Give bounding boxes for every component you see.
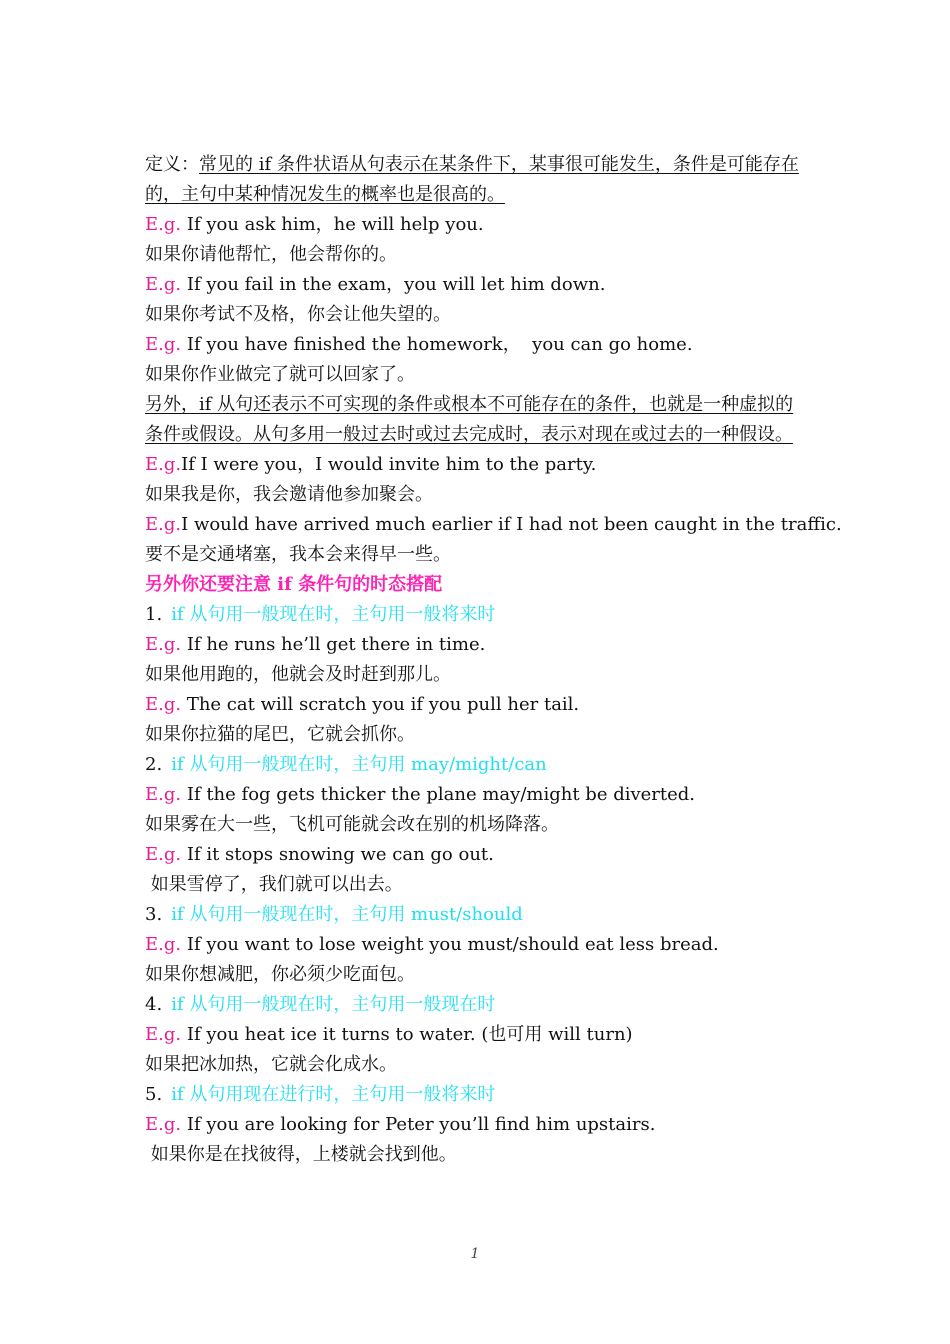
eg-label: E.g.	[145, 784, 182, 805]
example-english: If I were you，I would invite him to the party.	[181, 454, 597, 475]
example-line	[145, 1110, 810, 1140]
example-line	[145, 510, 842, 540]
example-chinese: 如果雪停了，我们就可以出去。	[145, 874, 403, 895]
example-english: If the fog gets thicker the plane may/might be diverted.	[181, 784, 696, 805]
rule-title	[145, 600, 810, 630]
rule-text: if 从句用一般现在时，主句用 may/might/can	[171, 754, 547, 775]
rule-title	[145, 900, 810, 930]
subjunctive-text: 另外，if 从句还表示不可实现的条件或根本不可能存在的条件，也就是一种虚拟的条件或假设。从句多用一般过去时或过去完成时，表示对现在或过去的一种假设。	[145, 394, 794, 445]
example-chinese: 如果你请他帮忙，他会帮你的。	[145, 244, 397, 265]
example-english: If you are looking for Peter you’ll find him upstairs.	[181, 1114, 656, 1135]
rule-text: if 从句用一般现在时，主句用 must/should	[171, 904, 523, 925]
example-chinese: 如果你作业做完了就可以回家了。	[145, 364, 415, 385]
rule-number: 2.	[145, 754, 163, 775]
definition-text: 常见的 if 条件状语从句表示在某条件下，某事很可能发生，条件是可能存在的，主句中某种情况发生的概率也是很高的。	[145, 154, 799, 205]
example-english: If he runs he’ll get there in time.	[181, 634, 486, 655]
rule-text: if 从句用一般现在时，主句用一般现在时	[171, 994, 496, 1015]
example-english: If it stops snowing we can go out.	[181, 844, 494, 865]
example-english: I would have arrived much earlier if I had not been caught in the traffic.	[181, 514, 842, 535]
example-english: If you have finished the homework， you can go home.	[181, 334, 693, 355]
example-line	[145, 450, 810, 480]
rule-number: 3.	[145, 904, 163, 925]
tense-heading: 另外你还要注意 if 条件句的时态搭配	[145, 574, 443, 595]
subjunctive-paragraph	[145, 390, 810, 450]
example-line	[145, 630, 810, 660]
example-chinese: 如果雾在大一些，飞机可能就会改在别的机场降落。	[145, 814, 559, 835]
rule-text: if 从句用一般现在时，主句用一般将来时	[171, 604, 496, 625]
example-line	[145, 780, 810, 810]
rule-number: 5.	[145, 1084, 163, 1105]
example-english: If you heat ice it turns to water. (也可用 will turn)	[181, 1024, 633, 1045]
example-chinese: 如果我是你，我会邀请他参加聚会。	[145, 484, 433, 505]
example-line	[145, 210, 810, 240]
example-line	[145, 270, 810, 300]
eg-label: E.g.	[145, 454, 182, 475]
rule-title	[145, 990, 810, 1020]
example-english: The cat will scratch you if you pull her tail.	[181, 694, 580, 715]
example-line	[145, 930, 810, 960]
example-line	[145, 330, 810, 360]
example-chinese: 要不是交通堵塞，我本会来得早一些。	[145, 544, 451, 565]
eg-label: E.g.	[145, 1024, 182, 1045]
rule-number: 1.	[145, 604, 163, 625]
eg-label: E.g.	[145, 514, 182, 535]
document-body	[145, 150, 842, 1170]
rule-text: if 从句用现在进行时，主句用一般将来时	[171, 1084, 496, 1105]
page-number: 1	[470, 1246, 480, 1262]
example-english: If you want to lose weight you must/should eat less bread.	[181, 934, 719, 955]
example-line	[145, 840, 810, 870]
example-line	[145, 1020, 810, 1050]
example-chinese: 如果你想减肥，你必须少吃面包。	[145, 964, 415, 985]
definition-label: 定义：	[145, 154, 199, 175]
example-chinese: 如果你是在找彼得，上楼就会找到他。	[145, 1144, 457, 1165]
rule-title	[145, 1080, 810, 1110]
eg-label: E.g.	[145, 844, 182, 865]
eg-label: E.g.	[145, 274, 182, 295]
eg-label: E.g.	[145, 1114, 182, 1135]
eg-label: E.g.	[145, 334, 182, 355]
example-english: If you fail in the exam，you will let him down.	[181, 274, 606, 295]
eg-label: E.g.	[145, 934, 182, 955]
rule-number: 4.	[145, 994, 163, 1015]
eg-label: E.g.	[145, 634, 182, 655]
example-chinese: 如果你拉猫的尾巴，它就会抓你。	[145, 724, 415, 745]
example-chinese: 如果把冰加热，它就会化成水。	[145, 1054, 397, 1075]
eg-label: E.g.	[145, 214, 182, 235]
example-chinese: 如果你考试不及格，你会让他失望的。	[145, 304, 451, 325]
example-line	[145, 690, 810, 720]
definition-paragraph	[145, 150, 810, 210]
example-english: If you ask him，he will help you.	[181, 214, 484, 235]
example-chinese: 如果他用跑的，他就会及时赶到那儿。	[145, 664, 451, 685]
rule-title	[145, 750, 810, 780]
eg-label: E.g.	[145, 694, 182, 715]
